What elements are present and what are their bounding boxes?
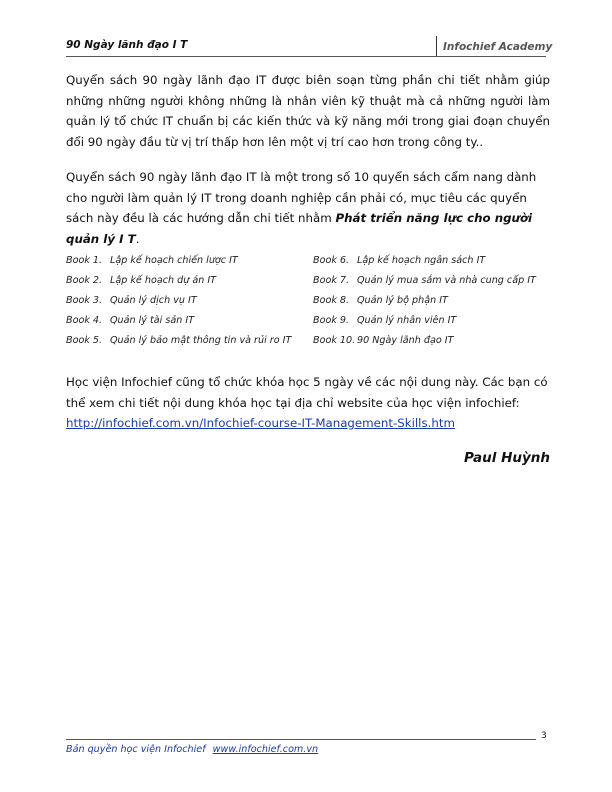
book-number: Book 10. [313, 335, 356, 346]
book-list-left-column [66, 254, 291, 354]
book-item [313, 294, 536, 314]
footer-website-link[interactable]: www.infochief.com.vn [212, 744, 319, 755]
course-text: Học viện Infochief cũng tổ chức khóa học 5 ngày về các nội dung này. Các bạn có thể xem chi tiết nội dung khóa học tại địa chỉ website của học viện infochief: [66, 375, 548, 410]
book-title: Quản lý dịch vụ IT [110, 295, 197, 306]
book-number: Book 8. [313, 295, 350, 306]
book-number: Book 4. [66, 315, 103, 326]
book-title: Lập kế hoạch chiến lược IT [110, 255, 238, 266]
book-title: Quản lý bộ phận IT [357, 295, 448, 306]
page-number: 3 [541, 731, 547, 741]
author-signature: Paul Huỳnh [463, 450, 550, 466]
series-goal-emphasis: Phát triển năng lực cho người quản lý I T [66, 211, 533, 246]
series-paragraph [66, 167, 550, 249]
book-item [313, 334, 536, 354]
book-title: 90 Ngày lãnh đạo IT [357, 335, 454, 346]
page-footer [66, 744, 318, 755]
book-list-right-column [313, 254, 536, 354]
intro-paragraph: Quyển sách 90 ngày lãnh đạo IT được biên soạn từng phần chi tiết nhằm giúp những những người không những là nhân viên kỹ thuật mà cả những người làm quản lý tổ chức IT chuẩn bị các kiến thức và kỹ năng mới trong giai đoạn chuyển đổi 90 ngày đầu từ vị trí thấp hơn lên một vị trí cao hơn trong công ty.. [66, 73, 550, 149]
book-item [66, 294, 291, 314]
course-link[interactable]: http://infochief.com.vn/Infochief-course-IT-Management-Skills.htm [66, 416, 455, 430]
footer-divider [66, 739, 536, 740]
book-number: Book 7. [313, 275, 350, 286]
book-number: Book 2. [66, 275, 103, 286]
book-number: Book 1. [66, 255, 103, 266]
course-paragraph [66, 372, 550, 434]
book-number: Book 5. [66, 335, 103, 346]
book-item [313, 254, 536, 274]
book-title: Lập kế hoạch ngân sách IT [357, 255, 486, 266]
book-item [66, 334, 291, 354]
book-item [66, 274, 291, 294]
book-title: Lập kế hoạch dự án IT [110, 275, 217, 286]
header-title: 90 Ngày lãnh đạo I T [66, 39, 188, 51]
book-number: Book 9. [313, 315, 350, 326]
book-item [313, 314, 536, 334]
book-number: Book 6. [313, 255, 350, 266]
book-item [66, 314, 291, 334]
footer-copyright: Bản quyền học viện Infochief [66, 744, 206, 755]
book-title: Quản lý mua sắm và nhà cung cấp IT [357, 275, 536, 286]
series-paragraph-end: . [135, 231, 140, 246]
book-title: Quản lý tài sản IT [110, 315, 195, 326]
header-divider [66, 56, 546, 57]
book-item [66, 254, 291, 274]
book-item [313, 274, 536, 294]
book-number: Book 3. [66, 295, 103, 306]
book-title: Quản lý bảo mật thông tin và rủi ro IT [110, 335, 292, 346]
series-paragraph-text: Quyển sách 90 ngày lãnh đạo IT là một trong số 10 quyển sách cẩm nang dành cho người làm quản lý IT trong doanh nghiệp cần phải có, mục tiêu các quyển sách này đều là các hướng dẫn chi tiết nhằm [66, 170, 537, 225]
book-title: Quản lý nhân viên IT [357, 315, 457, 326]
header-brand: Infochief Academy [436, 36, 552, 56]
